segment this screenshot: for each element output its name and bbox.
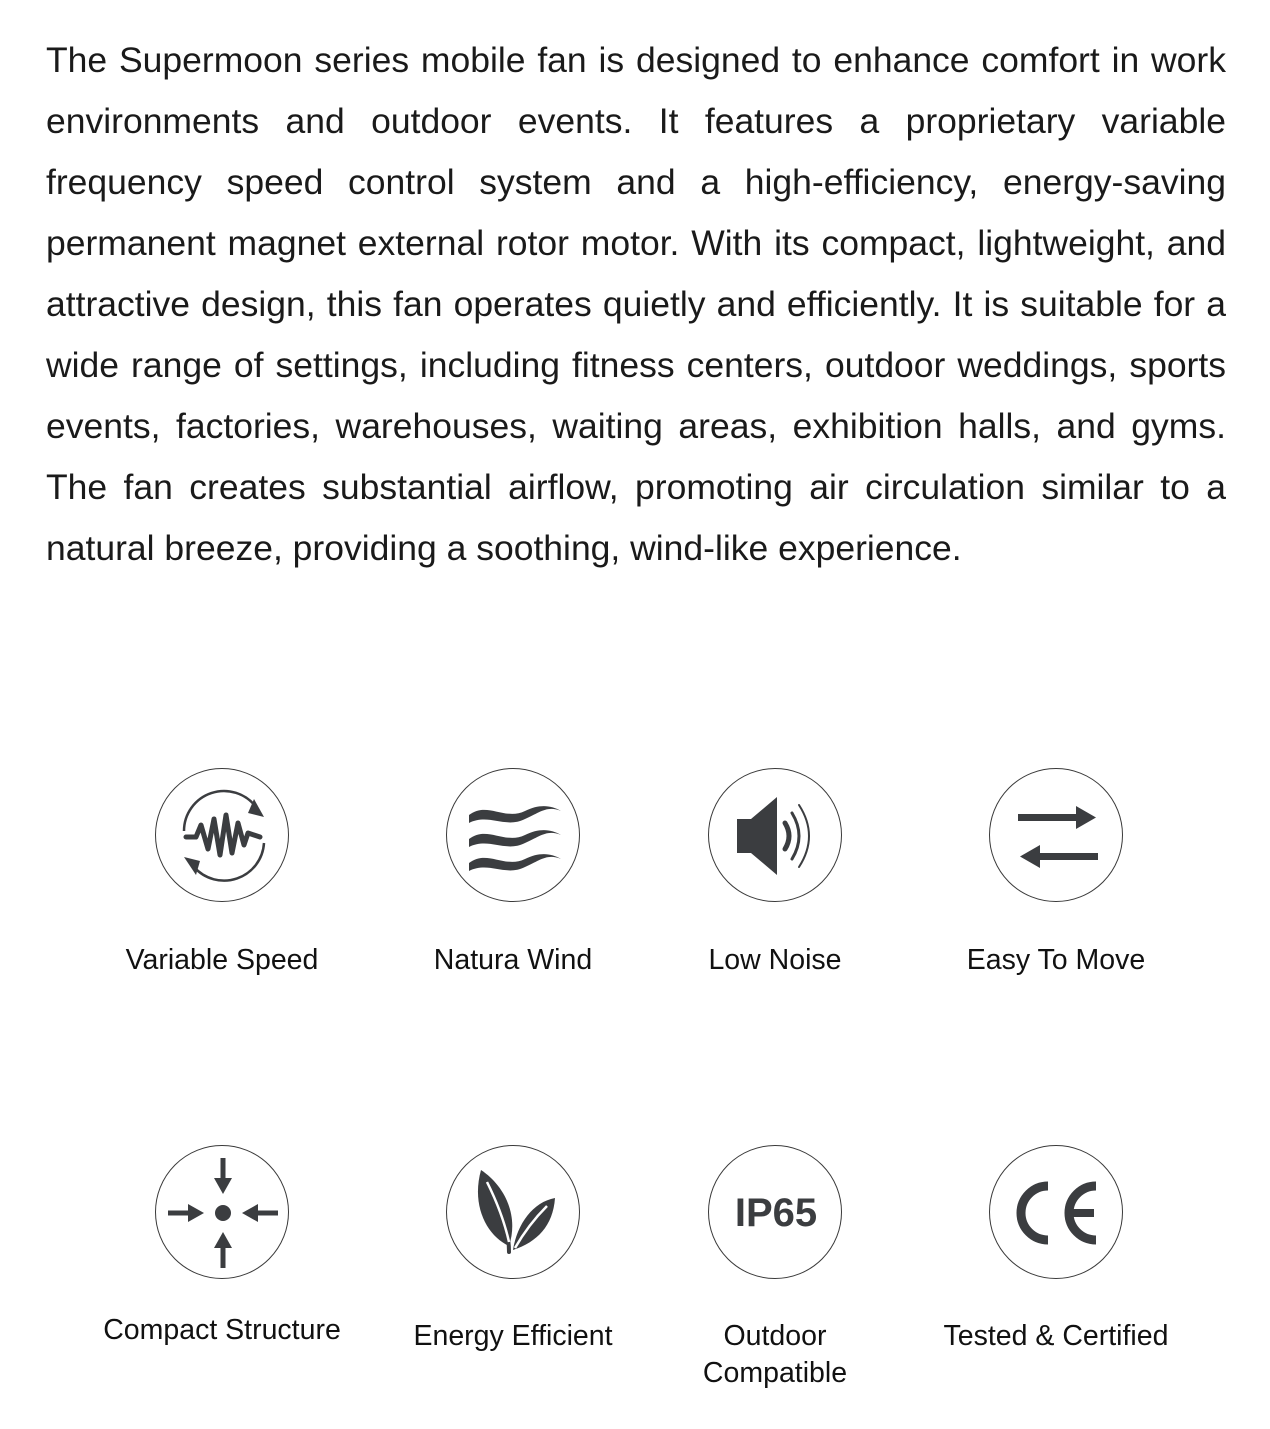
wind-icon [446,768,580,902]
variable-speed-icon [155,768,289,902]
feature-label: Easy To Move [966,944,1146,976]
ip65-badge-text: IP65 [734,1191,818,1235]
feature-label: Natura Wind [433,944,593,976]
feature-label: Low Noise [708,944,842,976]
compact-icon [155,1145,289,1279]
product-description: The Supermoon series mobile fan is designed to enhance comfort in work environments and outdoor events. It features a proprietary variable frequency speed control system and a high-efficiency, energy-saving permanent magnet external rotor motor. With its compact, lightweight, and attractive design, this fan operates quietly and efficiently. It is suitable for a wide range of settings, including fitness centers, outdoor weddings, sports events, factories, warehouses, waiting areas, exhibition halls, and gyms. The fan creates substantial airflow, promoting air circulation similar to a natural breeze, providing a soothing, wind-like experience. [46,40,1226,568]
ip65-icon [708,1145,842,1279]
leaf-icon [446,1145,580,1279]
feature-label: Energy Efficient [413,1320,613,1352]
feature-label: Tested & Certified [943,1320,1169,1352]
feature-label: Variable Speed [125,944,319,976]
ce-mark-icon [989,1145,1123,1279]
feature-label: Outdoor Compatible [702,1320,848,1389]
arrows-icon [989,768,1123,902]
feature-label: Compact Structure [103,1314,341,1346]
speaker-icon [708,768,842,902]
